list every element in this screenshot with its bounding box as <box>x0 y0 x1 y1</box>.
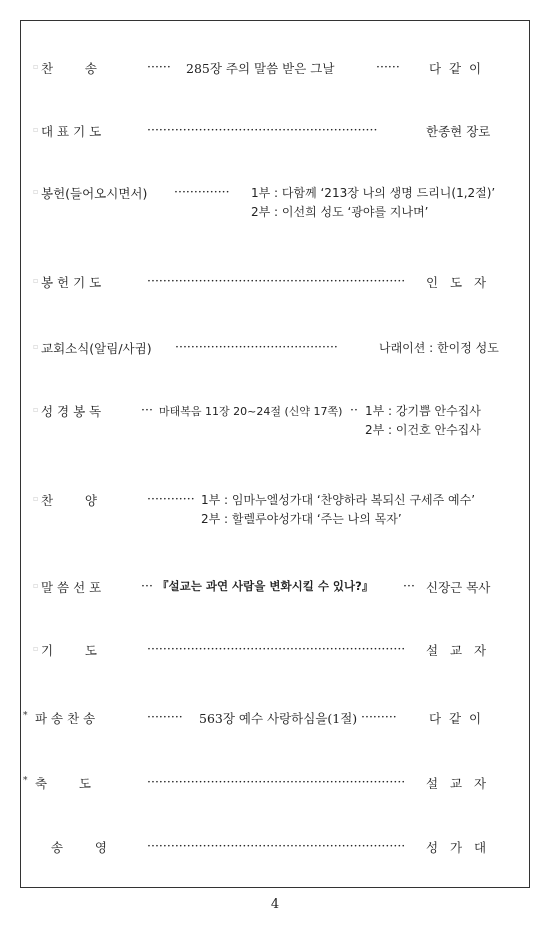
item-marker: ▫ <box>33 581 39 590</box>
item-content: 563장 예수 사랑하심을(1절) <box>199 711 358 726</box>
leader-dots: ·· <box>350 402 358 417</box>
leader-dots: ·············· <box>174 184 230 199</box>
item-line-1: 1부 : 임마누엘성가대 ‘찬양하라 복되신 구세주 예수’ <box>201 493 476 507</box>
item-marker: ▫ <box>33 405 39 414</box>
item-label: 봉헌(들어오시면서) <box>41 186 148 201</box>
item-label: 찬 양 <box>41 493 97 508</box>
leader-dots: ································································· <box>147 273 406 288</box>
leader-dots: ········· <box>361 709 397 724</box>
item-label: 봉 헌 기 도 <box>41 275 102 290</box>
leader-dots: ······ <box>376 59 400 74</box>
item-label: 파 송 찬 송 <box>35 711 96 726</box>
leader-dots: ··· <box>403 578 415 593</box>
item-right: 다 같 이 <box>429 61 482 76</box>
item-marker: ▫ <box>33 187 39 196</box>
item-right: 인 도 자 <box>426 275 487 290</box>
item-line-2: 2부 : 이선희 성도 ‘광야를 지나며’ <box>251 205 429 219</box>
item-label: 기 도 <box>41 643 97 658</box>
item-line-1: 1부 : 다함께 ‘213장 나의 생명 드리니(1,2절)’ <box>251 186 496 200</box>
item-label: 찬 송 <box>41 61 97 76</box>
item-marker: ▫ <box>33 494 39 503</box>
item-right: 성 가 대 <box>426 840 487 855</box>
item-marker: ▫ <box>33 644 39 653</box>
item-label: 송 영 <box>51 840 107 855</box>
leader-dots: ······ <box>147 59 171 74</box>
item-right: 설 교 자 <box>426 643 487 658</box>
asterisk-marker: * <box>23 776 28 786</box>
item-line-2: 2부 : 이건호 안수집사 <box>365 423 481 437</box>
item-line-2: 2부 : 할렐루야성가대 ‘주는 나의 목자’ <box>201 512 402 526</box>
item-marker: ▫ <box>33 62 39 71</box>
leader-dots: ········· <box>147 709 183 724</box>
item-line-1: 1부 : 강기쁨 안수집사 <box>365 404 481 418</box>
leader-dots: ··· <box>141 578 153 593</box>
leader-dots: ··· <box>141 402 153 417</box>
scripture-reference: 마태복음 11장 20~24절 (신약 17쪽) <box>159 405 343 418</box>
leader-dots: ································································· <box>147 641 406 656</box>
asterisk-marker: * <box>23 711 28 721</box>
item-label: 성 경 봉 독 <box>41 404 102 419</box>
order-of-worship-frame <box>20 20 530 888</box>
item-marker: ▫ <box>33 125 39 134</box>
leader-dots: ············ <box>147 491 195 506</box>
item-marker: ▫ <box>33 276 39 285</box>
item-right: 나래이션 : 한이정 성도 <box>379 341 499 355</box>
leader-dots: ·························································· <box>147 122 378 137</box>
page-number: 4 <box>270 897 280 912</box>
item-label: 축 도 <box>35 776 91 791</box>
leader-dots: ································································· <box>147 838 406 853</box>
item-right: 한종현 장로 <box>426 124 491 139</box>
item-right: 다 같 이 <box>429 711 482 726</box>
item-marker: ▫ <box>33 342 39 351</box>
item-content: 285장 주의 말씀 받은 그날 <box>186 61 335 76</box>
item-right: 신장근 목사 <box>426 580 491 595</box>
item-label: 교회소식(알림/사귐) <box>41 341 152 356</box>
item-label: 말 씀 선 포 <box>41 580 102 595</box>
leader-dots: ········································· <box>175 339 338 354</box>
item-label: 대 표 기 도 <box>41 124 102 139</box>
leader-dots: ································································· <box>147 774 406 789</box>
item-right: 설 교 자 <box>426 776 487 791</box>
sermon-title: 『설교는 과연 사람을 변화시킬 수 있나?』 <box>157 579 374 593</box>
